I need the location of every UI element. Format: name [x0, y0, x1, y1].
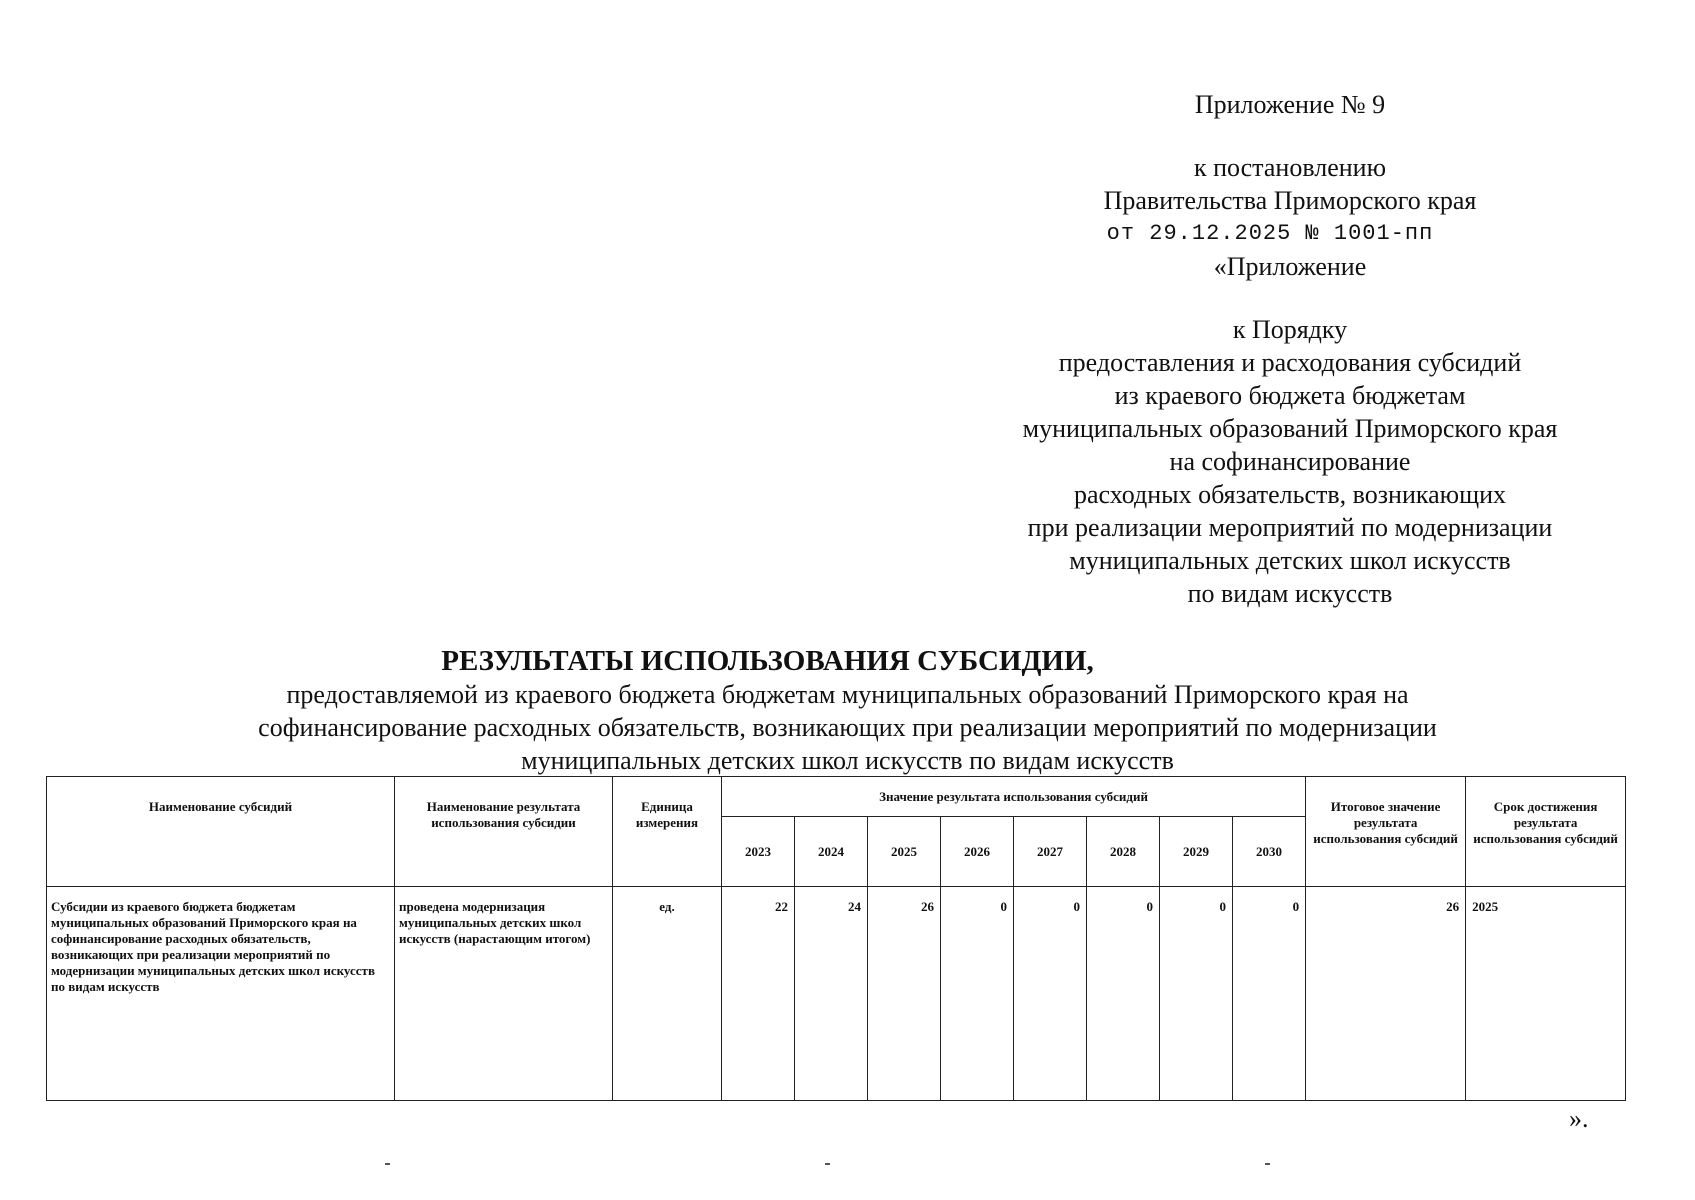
cell-unit: ед. — [613, 887, 722, 1101]
scan-speck — [385, 1163, 390, 1165]
order-line: к Порядку — [1232, 315, 1348, 344]
col-header-year: 2024 — [795, 817, 868, 887]
to-decree-line: к постановлению — [1193, 153, 1387, 182]
col-header-unit: Единица измерения — [613, 777, 722, 887]
order-line: по видам искусств — [1187, 579, 1393, 608]
cell-subsidy-name: Субсидии из краевого бюджета бюджетам муниципальных образований Приморского края на софинансирование расходных обязательств, возникающих при реализации мероприятий по модернизации муниципальных детских школ искусств по видам искусств — [47, 887, 395, 1101]
cell-year-value: 22 — [722, 887, 795, 1101]
scan-speck — [825, 1163, 830, 1165]
col-header-result-name: Наименование результата использования субсидии — [395, 777, 613, 887]
cell-year-value: 0 — [1233, 887, 1306, 1101]
appendix-number: Приложение № 9 — [1194, 90, 1386, 119]
col-header-year: 2029 — [1160, 817, 1233, 887]
cell-year-value: 0 — [941, 887, 1014, 1101]
col-header-subsidy-name: Наименование субсидий — [47, 777, 395, 887]
col-header-year: 2028 — [1087, 817, 1160, 887]
results-table — [46, 776, 1626, 1101]
appendix-word: «Приложение — [1213, 252, 1367, 281]
government-line: Правительства Приморского края — [1103, 186, 1477, 215]
table-header-row — [47, 777, 1626, 817]
scan-speck — [1265, 1163, 1270, 1165]
cell-year-value: 0 — [1160, 887, 1233, 1101]
col-header-year: 2025 — [868, 817, 941, 887]
closing-quote-mark: ». — [1569, 1104, 1589, 1133]
cell-result-name: проведена модернизация муниципальных детских школ искусств (нарастающим итогом) — [395, 887, 613, 1101]
cell-deadline: 2025 — [1466, 887, 1626, 1101]
cell-year-value: 26 — [868, 887, 941, 1101]
table-row — [47, 887, 1626, 1101]
col-header-values-group: Значение результата использования субсидий — [722, 777, 1306, 817]
cell-year-value: 24 — [795, 887, 868, 1101]
col-header-year: 2027 — [1014, 817, 1087, 887]
document-header — [990, 88, 1590, 610]
document-title-block — [0, 644, 1695, 777]
col-header-deadline: Срок достижения результата использования субсидий — [1466, 777, 1626, 887]
decree-reference: от 29.12.2025 № 1001-пп — [1106, 221, 1434, 246]
order-line: предоставления и расходования субсидий — [1058, 348, 1522, 377]
cell-final-value: 26 — [1306, 887, 1466, 1101]
cell-year-value: 0 — [1014, 887, 1087, 1101]
order-line: муниципальных образований Приморского края — [1022, 414, 1558, 443]
order-line: на софинансирование — [1169, 447, 1411, 476]
col-header-final-value: Итоговое значение результата использования субсидий — [1306, 777, 1466, 887]
document-title: РЕЗУЛЬТАТЫ ИСПОЛЬЗОВАНИЯ СУБСИДИИ, — [441, 645, 1094, 677]
col-header-year: 2023 — [722, 817, 795, 887]
order-line: при реализации мероприятий по модернизации — [1027, 513, 1553, 542]
order-line: расходных обязательств, возникающих — [1073, 480, 1507, 509]
col-header-year: 2026 — [941, 817, 1014, 887]
cell-year-value: 0 — [1087, 887, 1160, 1101]
order-line: муниципальных детских школ искусств — [1069, 546, 1511, 575]
order-line: из краевого бюджета бюджетам — [1114, 381, 1466, 410]
col-header-year: 2030 — [1233, 817, 1306, 887]
document-subtitle-line: софинансирование расходных обязательств, возникающих при реализации мероприятий по модернизации — [258, 713, 1437, 742]
document-subtitle-line: муниципальных детских школ искусств по видам искусств — [521, 746, 1174, 775]
document-subtitle-line: предоставляемой из краевого бюджета бюджетам муниципальных образований Приморского края на — [286, 680, 1409, 709]
results-table-wrap — [46, 776, 1626, 1101]
